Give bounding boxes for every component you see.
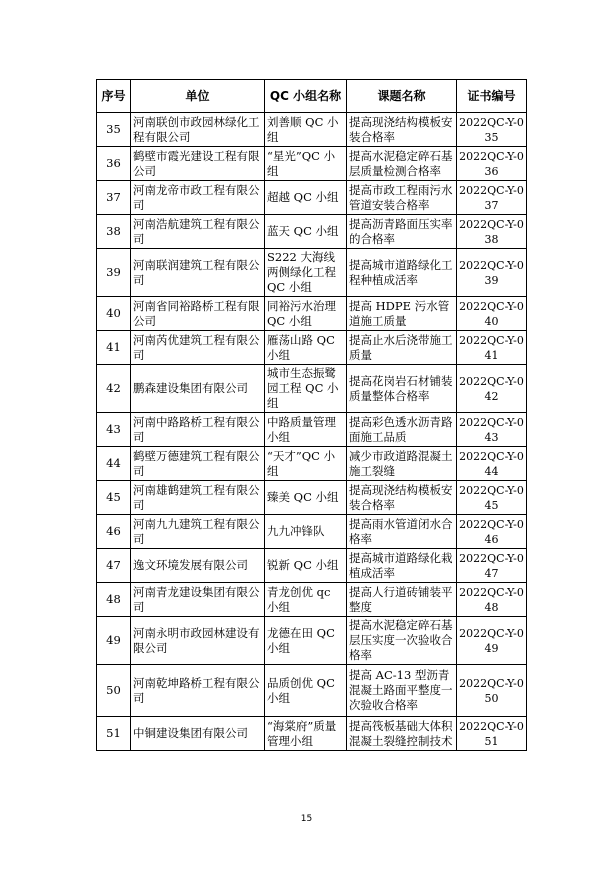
cell-topic: 提高现浇结构模板安装合格率: [347, 481, 457, 515]
cell-unit: 河南青龙建设集团有限公司: [131, 583, 265, 617]
cell-group: 刘善顺 QC 小组: [265, 113, 347, 147]
cell-unit: 河南雄鹤建筑工程有限公司: [131, 481, 265, 515]
cell-group: 超越 QC 小组: [265, 181, 347, 215]
cell-cert: 2022QC-Y-050: [457, 665, 527, 717]
cell-group: 蓝天 QC 小组: [265, 215, 347, 249]
cell-no: 48: [97, 583, 131, 617]
table-row: [97, 617, 527, 665]
cell-unit: 河南浩航建筑工程有限公司: [131, 215, 265, 249]
cell-topic: 提高 AC-13 型沥青混凝土路面平整度一次验收合格率: [347, 665, 457, 717]
cell-topic: 提高现浇结构模板安装合格率: [347, 113, 457, 147]
header-no: 序号: [97, 80, 131, 113]
header-cert: 证书编号: [457, 80, 527, 113]
header-topic: 课题名称: [347, 80, 457, 113]
cell-cert: 2022QC-Y-036: [457, 147, 527, 181]
table-row: [97, 583, 527, 617]
cell-cert: 2022QC-Y-045: [457, 481, 527, 515]
cell-no: 41: [97, 331, 131, 365]
cell-no: 47: [97, 549, 131, 583]
cell-no: 40: [97, 297, 131, 331]
cell-unit: 河南永明市政园林建设有限公司: [131, 617, 265, 665]
cell-unit: 鹤壁万德建筑工程有限公司: [131, 447, 265, 481]
cell-group: 青龙创优 qc 小组: [265, 583, 347, 617]
cell-no: 36: [97, 147, 131, 181]
table-header-row: [97, 80, 527, 113]
cell-topic: 提高花岗岩石材铺装质量整体合格率: [347, 365, 457, 413]
cell-unit: 河南中路路桥工程有限公司: [131, 413, 265, 447]
cell-no: 42: [97, 365, 131, 413]
cell-unit: 河南联创市政园林绿化工程有限公司: [131, 113, 265, 147]
cell-topic: 提高沥青路面压实率的合格率: [347, 215, 457, 249]
cell-cert: 2022QC-Y-047: [457, 549, 527, 583]
table-row: [97, 481, 527, 515]
cell-cert: 2022QC-Y-040: [457, 297, 527, 331]
cell-topic: 提高城市道路绿化栽植成活率: [347, 549, 457, 583]
cell-unit: 河南联润建筑工程有限公司: [131, 249, 265, 297]
table-row: [97, 665, 527, 717]
cell-unit: 河南九九建筑工程有限公司: [131, 515, 265, 549]
table-row: [97, 215, 527, 249]
cell-group: 同裕污水治理 QC 小组: [265, 297, 347, 331]
cell-cert: 2022QC-Y-035: [457, 113, 527, 147]
cell-cert: 2022QC-Y-043: [457, 413, 527, 447]
table-row: [97, 331, 527, 365]
table-row: [97, 113, 527, 147]
cell-unit: 鹤壁市霞光建设工程有限公司: [131, 147, 265, 181]
cell-unit: 逸文环境发展有限公司: [131, 549, 265, 583]
cell-topic: 减少市政道路混凝土施工裂缝: [347, 447, 457, 481]
cell-cert: 2022QC-Y-038: [457, 215, 527, 249]
cell-group: 雁荡山路 QC 小组: [265, 331, 347, 365]
table-row: [97, 549, 527, 583]
header-group: QC 小组名称: [265, 80, 347, 113]
cell-unit: 中铜建设集团有限公司: [131, 717, 265, 751]
cell-topic: 提高人行道砖铺装平整度: [347, 583, 457, 617]
cell-cert: 2022QC-Y-046: [457, 515, 527, 549]
cell-cert: 2022QC-Y-049: [457, 617, 527, 665]
cell-group: 城市生态振鹭园工程 QC 小组: [265, 365, 347, 413]
cell-no: 38: [97, 215, 131, 249]
cell-group: 臻美 QC 小组: [265, 481, 347, 515]
cell-group: 品质创优 QC 小组: [265, 665, 347, 717]
cell-group: 锐新 QC 小组: [265, 549, 347, 583]
cell-group: S222 大海线两侧绿化工程 QC 小组: [265, 249, 347, 297]
table-row: [97, 181, 527, 215]
cell-group: 龙德在田 QC 小组: [265, 617, 347, 665]
cell-no: 37: [97, 181, 131, 215]
cell-group: “星光”QC 小组: [265, 147, 347, 181]
table-row: [97, 147, 527, 181]
cell-topic: 提高水泥稳定碎石基层质量检测合格率: [347, 147, 457, 181]
table-row: [97, 717, 527, 751]
table-row: [97, 413, 527, 447]
cell-topic: 提高雨水管道闭水合格率: [347, 515, 457, 549]
page-number: 15: [300, 814, 313, 824]
cell-unit: 河南乾坤路桥工程有限公司: [131, 665, 265, 717]
cell-cert: 2022QC-Y-048: [457, 583, 527, 617]
cell-no: 39: [97, 249, 131, 297]
cell-cert: 2022QC-Y-044: [457, 447, 527, 481]
cell-topic: 提高市政工程雨污水管道安装合格率: [347, 181, 457, 215]
cell-no: 44: [97, 447, 131, 481]
cell-group: “海棠府”质量管理小组: [265, 717, 347, 751]
cell-topic: 提高彩色透水沥青路面施工品质: [347, 413, 457, 447]
cell-no: 51: [97, 717, 131, 751]
cell-topic: 提高水泥稳定碎石基层压实度一次验收合格率: [347, 617, 457, 665]
cell-cert: 2022QC-Y-041: [457, 331, 527, 365]
cell-unit: 河南省同裕路桥工程有限公司: [131, 297, 265, 331]
qc-award-table: [96, 79, 527, 751]
cell-no: 46: [97, 515, 131, 549]
header-unit: 单位: [131, 80, 265, 113]
cell-group: 中路质量管理小组: [265, 413, 347, 447]
cell-cert: 2022QC-Y-042: [457, 365, 527, 413]
cell-cert: 2022QC-Y-051: [457, 717, 527, 751]
cell-no: 43: [97, 413, 131, 447]
cell-cert: 2022QC-Y-037: [457, 181, 527, 215]
table-row: [97, 515, 527, 549]
cell-topic: 提高 HDPE 污水管道施工质量: [347, 297, 457, 331]
cell-no: 45: [97, 481, 131, 515]
cell-unit: 河南龙帝市政工程有限公司: [131, 181, 265, 215]
table-row: [97, 249, 527, 297]
table-row: [97, 297, 527, 331]
table-body: [97, 113, 527, 751]
cell-topic: 提高筏板基础大体积混凝土裂缝控制技术: [347, 717, 457, 751]
cell-unit: 河南芮优建筑工程有限公司: [131, 331, 265, 365]
cell-cert: 2022QC-Y-039: [457, 249, 527, 297]
cell-topic: 提高城市道路绿化工程种植成活率: [347, 249, 457, 297]
table-row: [97, 447, 527, 481]
cell-no: 35: [97, 113, 131, 147]
cell-no: 50: [97, 665, 131, 717]
cell-unit: 鹏森建设集团有限公司: [131, 365, 265, 413]
cell-group: 九九冲锋队: [265, 515, 347, 549]
cell-topic: 提高止水后浇带施工质量: [347, 331, 457, 365]
table-row: [97, 365, 527, 413]
cell-no: 49: [97, 617, 131, 665]
cell-group: “天才”QC 小组: [265, 447, 347, 481]
